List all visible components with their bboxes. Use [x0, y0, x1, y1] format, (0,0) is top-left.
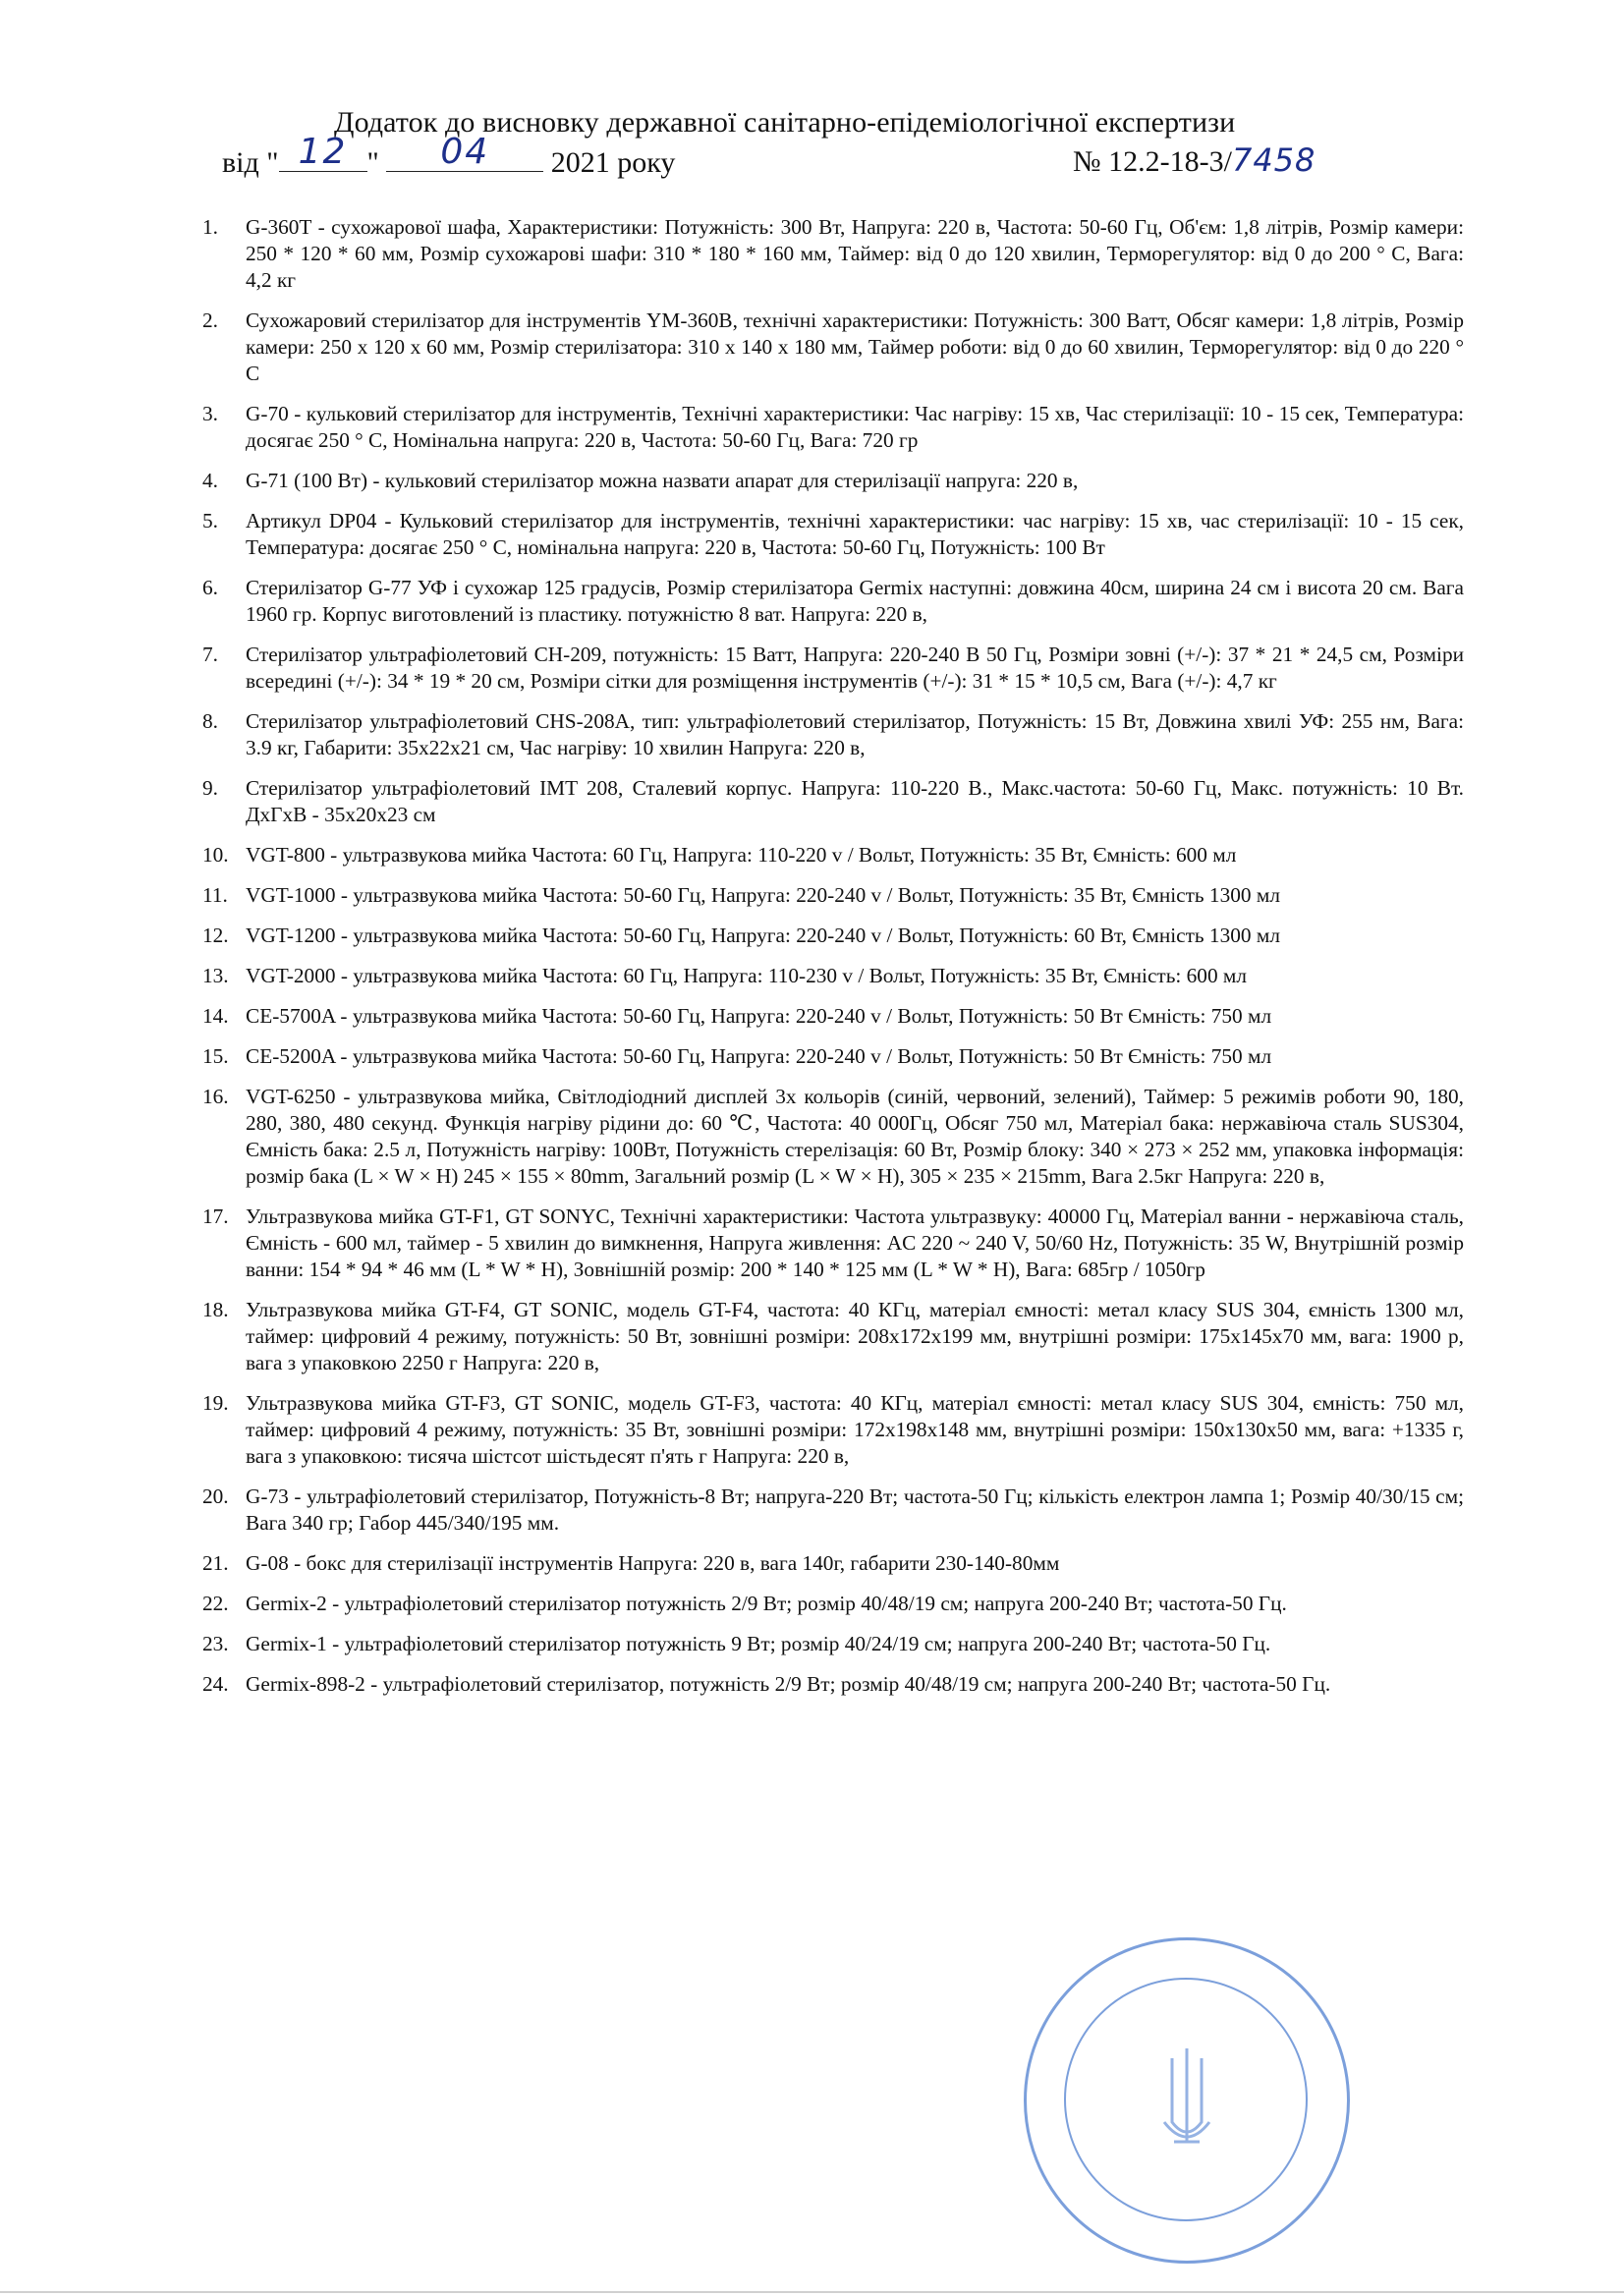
item-text: G-71 (100 Вт) - кульковий стерилізатор можна назвати апарат для стерилізації напруга: 220 в, [246, 469, 1079, 492]
list-item [202, 214, 1464, 294]
list-item [202, 308, 1464, 387]
handwritten-month: 04 [440, 132, 490, 172]
item-text: Ультразвукова мийка GT-F3, GT SONIC, модель GT-F3, частота: 40 КГц, матеріал ємності: метал класу SUS 304, ємність: 750 мл, таймер: цифровий 4 режиму, потужність: 35 Вт, зовнішні розміри: 172х198х148 мм, внутрішні розміри: 150х130х50 мм, вага: +1335 г, вага з упаковкою: тисяча шістсот шістьдесят п'ять г Напруга: 220 в, [246, 1391, 1464, 1468]
item-number: 11. [202, 883, 228, 907]
item-text: Сухожаровий стерилізатор для інструментів YM-360B, технічні характеристики: Потужність: 300 Ватт, Обсяг камери: 1,8 літрів, Розмір камери: 250 х 120 х 60 мм, Розмір стерилізатора: 310 х 140 х 180 мм, Таймер роботи: від 0 до 60 хвилин, Терморегулятор: від 0 до 220 ° С [246, 308, 1464, 385]
item-text: VGT-2000 - ультразвукова мийка Частота: 60 Гц, Напруга: 110-230 v / Вольт, Потужність: 35 Вт, Ємність: 600 мл [246, 964, 1248, 987]
list-item [202, 775, 1464, 828]
date-mid: " [366, 146, 379, 179]
item-number: 19. [202, 1391, 229, 1415]
list-item [202, 1297, 1464, 1376]
item-text: Стерилізатор ультрафіолетовий CHS-208A, тип: ультрафіолетовий стерилізатор, Потужність: 15 Вт, Довжина хвилі УФ: 255 нм, Вага: 3.9 кг, Габарити: 35x22x21 см, Час нагріву: 10 хвилин Напруга: 220 в, [246, 709, 1464, 759]
item-text: Ультразвукова мийка GT-F4, GT SONIC, модель GT-F4, частота: 40 КГц, матеріал ємності: метал класу SUS 304, ємність 1300 мл, таймер: цифровий 4 режиму, потужність: 50 Вт, зовнішні розміри: 208х172х199 мм, внутрішні розміри: 175х145х70 мм, вага: 1900 р, вага з упаковкою 2250 г Напруга: 220 в, [246, 1298, 1464, 1374]
item-text: Артикул DP04 - Кульковий стерилізатор для інструментів, технічні характеристики: час нагріву: 15 хв, час стерилізації: 10 - 15 сек, Температура: досягає 250 ° С, номінальна напруга: 220 в, Частота: 50-60 Гц, Потужність: 100 Вт [246, 509, 1464, 559]
item-number: 24. [202, 1672, 229, 1696]
item-number: 10. [202, 843, 229, 867]
item-number: 4. [202, 469, 218, 492]
item-text: Стерилізатор G-77 УФ і сухожар 125 градусів, Розмір стерилізатора Germix наступні: довжина 40см, ширина 24 см і висота 20 см. Вага 1960 гр. Корпус виготовлений із пластику. потужністю 8 ват. Напруга: 220 в, [246, 576, 1464, 626]
trident-emblem-icon [1027, 1940, 1347, 2261]
date-prefix: від " [222, 146, 279, 179]
item-number: 14. [202, 1004, 229, 1028]
document-title: Додаток до висновку державної санітарно-епідеміологічної експертизи [334, 106, 1236, 139]
item-number: 3. [202, 402, 218, 425]
list-item [202, 963, 1464, 989]
date-line [222, 132, 676, 180]
list-item [202, 1484, 1464, 1537]
item-text: CE-5700A - ультразвукова мийка Частота: 50-60 Гц, Напруга: 220-240 v / Вольт, Потужність: 50 Вт Ємність: 750 мл [246, 1004, 1272, 1028]
list-item [202, 1631, 1464, 1657]
item-number: 21. [202, 1551, 229, 1575]
item-text: VGT-800 - ультразвукова мийка Частота: 60 Гц, Напруга: 110-220 v / Вольт, Потужність: 35 Вт, Ємність: 600 мл [246, 843, 1237, 867]
handwritten-day: 12 [298, 132, 348, 172]
list-item [202, 468, 1464, 494]
item-text: VGT-1000 - ультразвукова мийка Частота: 50-60 Гц, Напруга: 220-240 v / Вольт, Потужність: 35 Вт, Ємність 1300 мл [246, 883, 1280, 907]
item-number: 2. [202, 308, 218, 332]
list-item [202, 1671, 1464, 1698]
item-number: 7. [202, 643, 218, 666]
list-item [202, 842, 1464, 868]
list-item [202, 642, 1464, 695]
list-item [202, 923, 1464, 949]
item-number: 16. [202, 1085, 229, 1108]
page-bottom-edge [0, 2291, 1624, 2293]
list-item [202, 882, 1464, 909]
item-number: 15. [202, 1044, 229, 1068]
item-number: 6. [202, 576, 218, 599]
item-text: Germix-898-2 - ультрафіолетовий стерилізатор, потужність 2/9 Вт; розмір 40/48/19 см; напруга 200-240 Вт; частота-50 Гц. [246, 1672, 1331, 1696]
item-text: G-73 - ультрафіолетовий стерилізатор, Потужність-8 Вт; напруга-220 Вт; частота-50 Гц; кількість електрон лампа 1; Розмір 40/30/15 см; Вага 340 гр; Габор 445/340/195 мм. [246, 1484, 1464, 1535]
list-item [202, 1591, 1464, 1617]
item-text: Germix-1 - ультрафіолетовий стерилізатор потужність 9 Вт; розмір 40/24/19 см; напруга 200-240 Вт; частота-50 Гц. [246, 1632, 1271, 1655]
item-text: G-08 - бокс для стерилізації інструментів Напруга: 220 в, вага 140г, габарити 230-140-80мм [246, 1551, 1060, 1575]
item-number: 8. [202, 709, 218, 733]
item-text: Стерилізатор ультрафіолетовий IMT 208, Сталевий корпус. Напруга: 110-220 В., Макс.частота: 50-60 Гц, Макс. потужність: 10 Вт. ДхГхВ - 35х20х23 см [246, 776, 1464, 826]
item-number: 5. [202, 509, 218, 532]
list-item [202, 1084, 1464, 1190]
official-seal-stamp [1024, 1937, 1350, 2264]
item-number: 9. [202, 776, 218, 800]
list-item [202, 1390, 1464, 1470]
list-item [202, 708, 1464, 761]
item-number: 1. [202, 215, 218, 239]
item-text: G-70 - кульковий стерилізатор для інструментів, Технічні характеристики: Час нагріву: 15 хв, Час стерилізації: 10 - 15 сек, Температура: досягає 250 ° С, Номінальна напруга: 220 в, Частота: 50-60 Гц, Вага: 720 гр [246, 402, 1464, 452]
item-text: Germix-2 - ультрафіолетовий стерилізатор потужність 2/9 Вт; розмір 40/48/19 см; напруга 200-240 Вт; частота-50 Гц. [246, 1592, 1287, 1615]
month-blank [386, 132, 543, 172]
item-number: 13. [202, 964, 229, 987]
registration-number-line [1073, 141, 1316, 179]
list-item [202, 575, 1464, 628]
list-item [202, 1003, 1464, 1030]
item-text: Стерилізатор ультрафіолетовий CH-209, потужність: 15 Ватт, Напруга: 220-240 В 50 Гц, Розміри зовні (+/-): 37 * 21 * 24,5 см, Розміри всередині (+/-): 34 * 19 * 20 см, Розміри сітки для розміщення інструментів (+/-): 31 * 15 * 10,5 см, Вага (+/-): 4,7 кг [246, 643, 1464, 693]
item-number: 12. [202, 924, 229, 947]
handwritten-number: 7458 [1231, 141, 1316, 179]
item-number: 22. [202, 1592, 229, 1615]
list-item [202, 401, 1464, 454]
item-text: VGT-6250 - ультразвукова мийка, Світлодіодний дисплей 3х кольорів (синій, червоний, зелений), Таймер: 5 режимів роботи 90, 180, 280, 380, 480 секунд. Функція нагріву рідини до: 60 ℃, Частота: 40 000Гц, Обсяг 750 мл, Матеріал бака: нержавіюча сталь SUS304, Ємність бака: 2.5 л, Потужність нагріву: 100Вт, Потужність стерелізація: 60 Вт, Розмір блоку: 340 × 273 × 252 мм, упаковка інформація: розмір бака (L × W × H) 245 × 155 × 80mm, Загальний розмір (L × W × H), 305 × 235 × 215mm, Вага 2.5кг Напруга: 220 в, [246, 1085, 1464, 1188]
item-number: 20. [202, 1484, 229, 1508]
day-blank [279, 132, 367, 172]
item-text: G-360T - сухожарової шафа, Характеристики: Потужність: 300 Вт, Напруга: 220 в, Частота: 50-60 Гц, Об'єм: 1,8 літрів, Розмір камери: 250 * 120 * 60 мм, Розмір сухожарові шафи: 310 * 180 * 160 мм, Таймер: від 0 до 120 хвилин, Терморегулятор: від 0 до 200 ° С, Вага: 4,2 кг [246, 215, 1464, 292]
equipment-list [202, 214, 1464, 1698]
item-number: 17. [202, 1204, 229, 1228]
item-text: VGT-1200 - ультразвукова мийка Частота: 50-60 Гц, Напруга: 220-240 v / Вольт, Потужність: 60 Вт, Ємність 1300 мл [246, 924, 1280, 947]
list-item [202, 508, 1464, 561]
item-number: 18. [202, 1298, 229, 1321]
year-text: 2021 року [550, 146, 676, 179]
item-text: CE-5200A - ультразвукова мийка Частота: 50-60 Гц, Напруга: 220-240 v / Вольт, Потужність: 50 Вт Ємність: 750 мл [246, 1044, 1272, 1068]
list-item [202, 1550, 1464, 1577]
item-text: Ультразвукова мийка GT-F1, GT SONYC, Технічні характеристики: Частота ультразвуку: 40000 Гц, Матеріал ванни - нержавіюча сталь, Ємність - 600 мл, таймер - 5 хвилин до вимкнення, Напруга живлення: AC 220 ~ 240 V, 50/60 Hz, Потужність: 35 W, Внутрішній розмір ванни: 154 * 94 * 46 мм (L * W * H), Зовнішній розмір: 200 * 140 * 125 мм (L * W * H), Вага: 685гр / 1050гр [246, 1204, 1464, 1281]
list-item [202, 1043, 1464, 1070]
list-item [202, 1204, 1464, 1283]
item-number: 23. [202, 1632, 229, 1655]
number-prefix: № 12.2-18-3/ [1073, 145, 1232, 178]
